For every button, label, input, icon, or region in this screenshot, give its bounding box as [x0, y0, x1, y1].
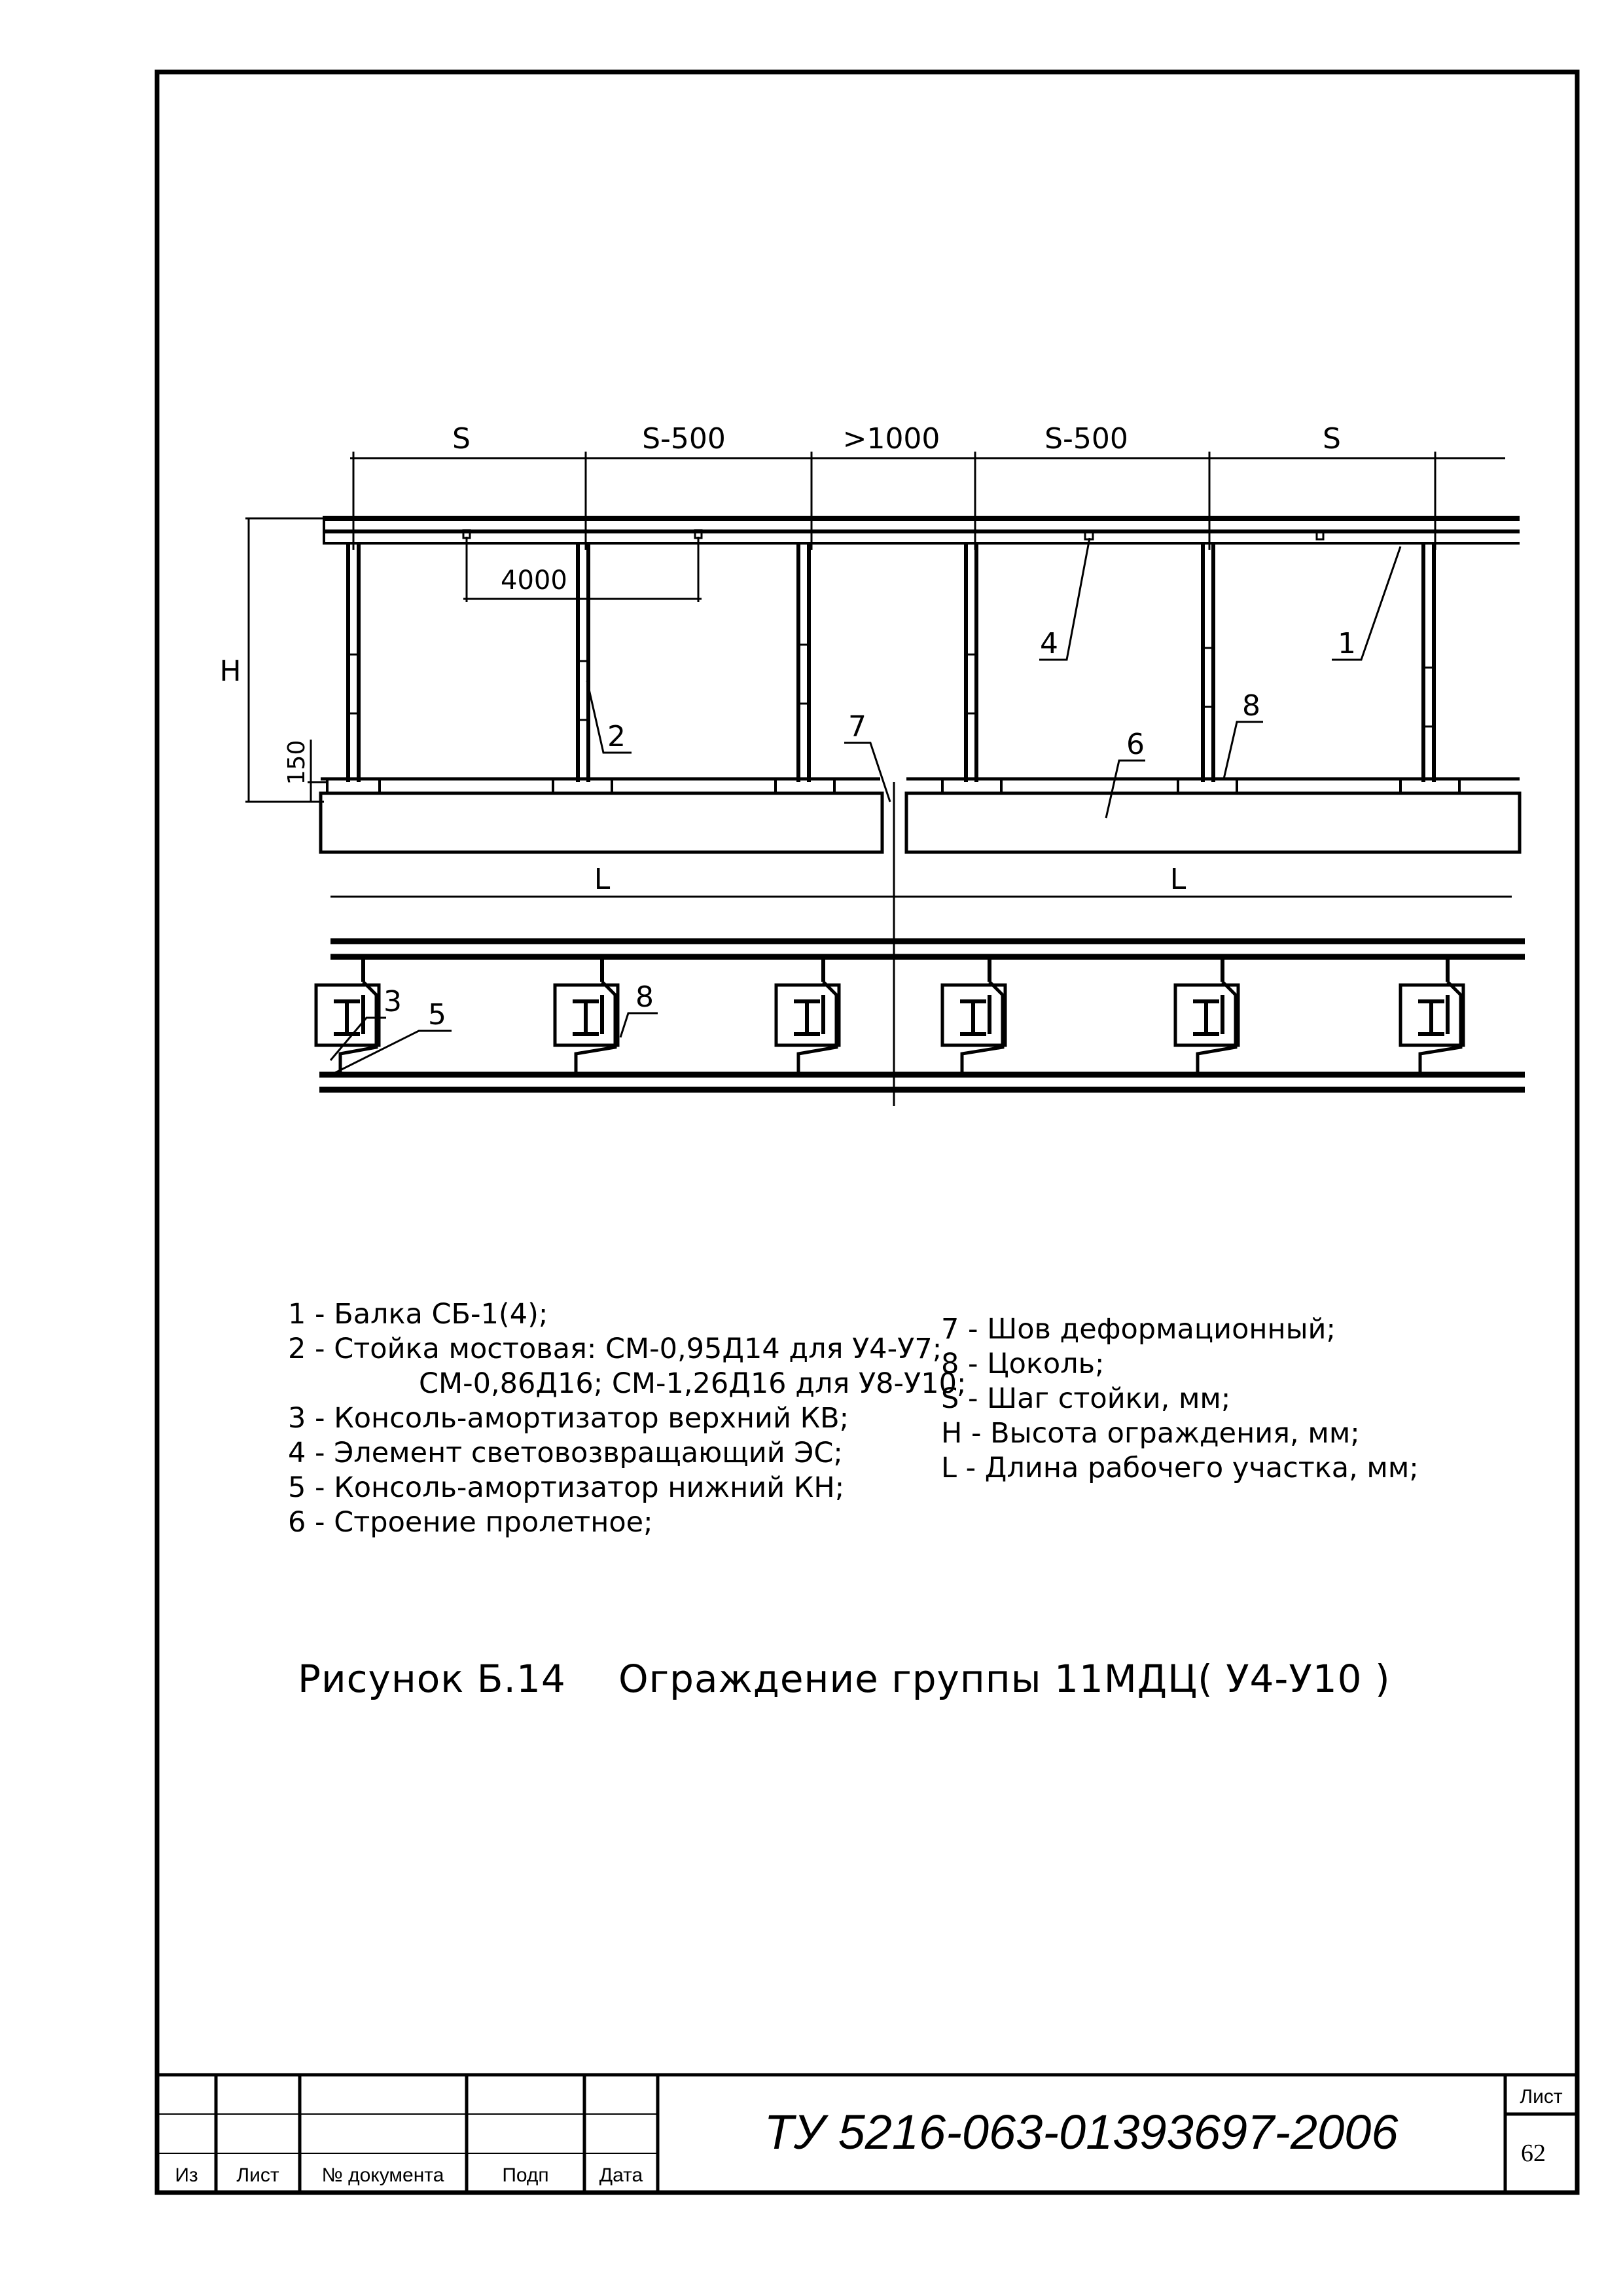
figure-number: Рисунок Б.14: [298, 1657, 566, 1701]
plan-post: [1400, 957, 1463, 1073]
document-designation: ТУ 5216-063-01393697-2006: [764, 2105, 1399, 2159]
legend-item: 4 - Элемент световозвращающий ЭС;: [288, 1437, 843, 1469]
legend-item: 5 - Консоль-амортизатор нижний КН;: [288, 1471, 845, 1504]
post: [1203, 545, 1213, 782]
callout-5: 5: [428, 998, 446, 1031]
plan-post: [1175, 957, 1238, 1073]
beam: [324, 516, 1520, 545]
callout-8: 8: [1242, 689, 1260, 723]
dim-150-label: 150: [283, 740, 310, 785]
legend-left: [288, 1298, 966, 1539]
dim-4000: [463, 537, 702, 602]
elevation-view: [219, 422, 1520, 1106]
legend-item: L - Длина рабочего участка, мм;: [941, 1452, 1419, 1484]
tb-header-doc: № документа: [321, 2164, 444, 2186]
legend-item: 6 - Строение пролетное;: [288, 1506, 653, 1539]
dim-l-1: L: [594, 863, 611, 896]
dim-s-2: S: [1323, 422, 1341, 456]
legend-item: СМ-0,86Д16; СМ-1,26Д16 для У8-У10;: [419, 1367, 967, 1400]
dim-l-2: L: [1169, 863, 1186, 896]
plan-view: [316, 941, 1525, 1090]
dim-s-1: S: [452, 422, 471, 456]
plan-rails: [319, 941, 1525, 1090]
tb-header-izm: Из: [175, 2164, 198, 2186]
legend-item: 1 - Балка СБ-1(4);: [288, 1298, 548, 1331]
callout-3: 3: [383, 985, 402, 1018]
span-structure: [321, 793, 1520, 852]
elevation-leaders: [587, 538, 1400, 818]
sheet-label: Лист: [1520, 2086, 1563, 2108]
callout-7: 7: [848, 710, 866, 744]
dim-s500-1: S-500: [642, 422, 726, 456]
post: [798, 545, 809, 782]
dimension-extension-lines: [353, 452, 1435, 550]
tb-header-date: Дата: [599, 2164, 643, 2186]
callout-8-plan: 8: [635, 980, 654, 1014]
legend-item: H - Высота ограждения, мм;: [941, 1417, 1360, 1450]
plan-post: [942, 957, 1005, 1073]
callout-4: 4: [1040, 627, 1058, 660]
plinth: [321, 779, 1520, 793]
legend-item: 7 - Шов деформационный;: [941, 1313, 1336, 1346]
sheet-number: 62: [1521, 2140, 1546, 2167]
length-dimension: [330, 863, 1512, 897]
figure-title: Ограждение группы 11МДЦ( У4-У10 ): [618, 1657, 1391, 1701]
dim-gap: >1000: [842, 422, 940, 456]
tb-header-list: Лист: [236, 2164, 279, 2186]
plan-posts: [316, 957, 1463, 1073]
callout-6: 6: [1126, 728, 1145, 761]
post: [578, 545, 588, 782]
callout-1: 1: [1338, 627, 1356, 660]
post: [348, 545, 359, 782]
dim-h-label: H: [219, 655, 241, 688]
callout-2: 2: [607, 720, 626, 753]
legend-item: 2 - Стойка мостовая: СМ-0,95Д14 для У4-У7;: [288, 1333, 942, 1365]
legend-right: [941, 1313, 1419, 1484]
post: [1423, 545, 1434, 782]
dim-4000-label: 4000: [501, 565, 567, 596]
legend-item: 8 - Цоколь;: [941, 1348, 1105, 1380]
legend-item: 3 - Консоль-амортизатор верхний КВ;: [288, 1402, 849, 1435]
plan-post: [555, 957, 618, 1073]
legend-item: S - Шаг стойки, мм;: [941, 1382, 1231, 1415]
sheet-frame: [157, 72, 1577, 2193]
plan-post: [776, 957, 839, 1073]
dim-s500-2: S-500: [1044, 422, 1128, 456]
post: [966, 545, 976, 782]
title-block: [157, 2075, 1577, 2193]
tb-header-sign: Подп: [502, 2164, 549, 2186]
